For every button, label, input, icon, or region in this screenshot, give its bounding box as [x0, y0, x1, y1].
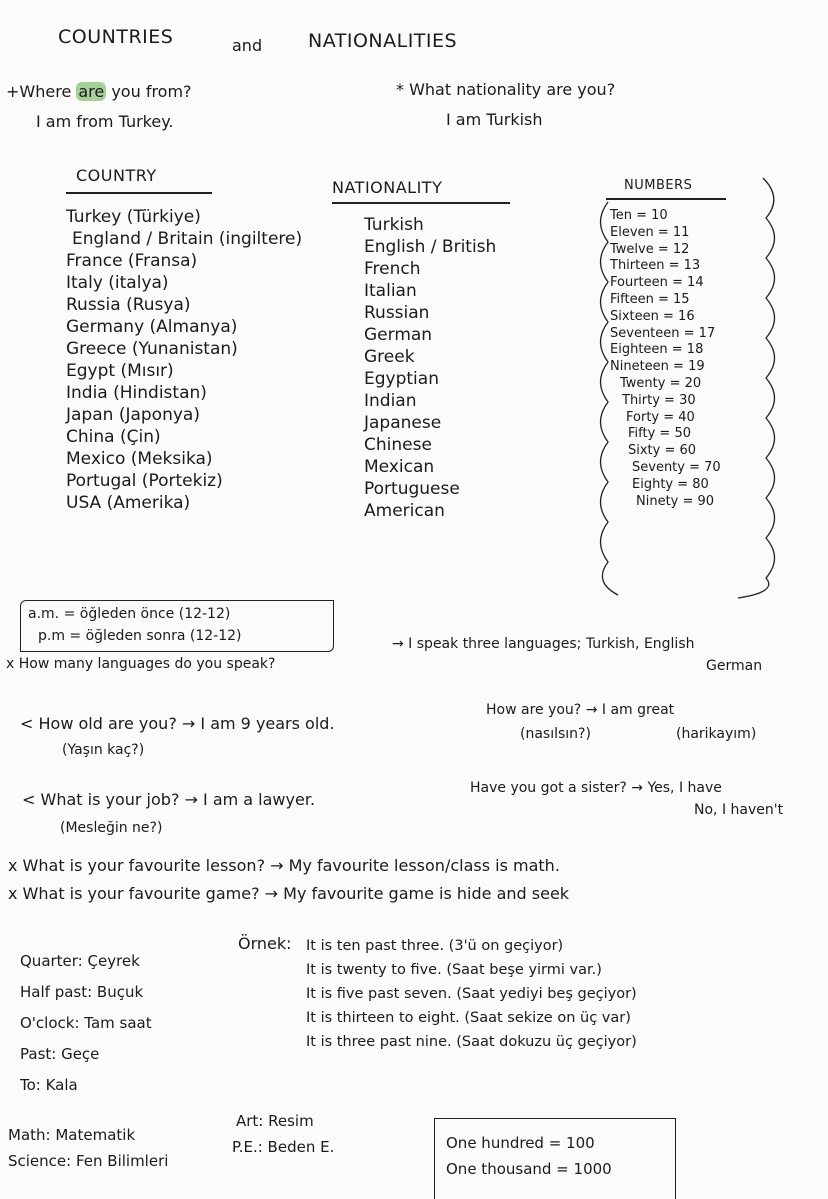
- question-sister: Have you got a sister? → Yes, I have: [470, 780, 722, 796]
- number-item: Eleven = 11: [610, 224, 690, 240]
- answer-sister-no: No, I haven't: [694, 802, 784, 818]
- nationality-item: American: [364, 501, 445, 521]
- country-item: Japan (Japonya): [66, 405, 200, 425]
- answer-turkish: I am Turkish: [446, 110, 543, 129]
- pm-definition: p.m = öğleden sonra (12-12): [38, 628, 242, 644]
- number-item: Ten = 10: [610, 208, 668, 223]
- question-where-suffix: you from?: [106, 82, 192, 101]
- nationality-item: Russian: [364, 303, 430, 323]
- question-favourite-game: x What is your favourite game? → My favourite game is hide and seek: [8, 884, 570, 903]
- question-job: < What is your job? → I am a lawyer.: [22, 790, 316, 809]
- number-item: Eighty = 80: [632, 476, 709, 492]
- answer-languages-german: German: [706, 658, 763, 674]
- time-term-item: Past: Geçe: [20, 1045, 100, 1063]
- nationality-item: Indian: [364, 391, 417, 411]
- country-item: Mexico (Meksika): [66, 449, 213, 469]
- number-item: Thirty = 30: [622, 392, 696, 408]
- question-where-from: [6, 82, 192, 101]
- big-number-thousand: One thousand = 1000: [446, 1160, 612, 1178]
- number-item: Sixty = 60: [628, 443, 697, 459]
- number-item: Nineteen = 19: [610, 359, 705, 375]
- header-nationality: NATIONALITY: [332, 178, 443, 197]
- number-item: Thirteen = 13: [610, 258, 701, 274]
- highlighted-word-are: are: [78, 82, 105, 101]
- time-term-item: Half past: Buçuk: [20, 983, 144, 1001]
- country-list: [66, 206, 302, 514]
- country-item: USA (Amerika): [66, 493, 191, 513]
- nationality-item: English / British: [364, 237, 497, 257]
- number-item: Fifty = 50: [628, 426, 691, 442]
- nationality-item: Chinese: [364, 435, 432, 455]
- time-example-item: It is twenty to five. (Saat beşe yirmi var.): [306, 962, 602, 978]
- subject-math: Math: Matematik: [8, 1126, 136, 1144]
- nationality-item: Egyptian: [364, 369, 439, 389]
- underline-nationality: [332, 202, 510, 204]
- answer-languages: → I speak three languages; Turkish, English: [392, 636, 695, 652]
- number-item: Sixteen = 16: [610, 308, 695, 324]
- question-where-prefix: +Where: [6, 82, 77, 101]
- nationality-item: Turkish: [364, 215, 424, 235]
- country-item: Egypt (Mısır): [66, 361, 174, 381]
- question-languages: x How many languages do you speak?: [6, 656, 276, 672]
- number-item: Ninety = 90: [636, 493, 715, 509]
- time-example-item: It is three past nine. (Saat dokuzu üç geçiyor): [306, 1034, 637, 1050]
- title-countries: COUNTRIES: [58, 26, 174, 48]
- time-term-item: O'clock: Tam saat: [20, 1014, 152, 1032]
- big-number-hundred: One hundred = 100: [446, 1134, 595, 1152]
- number-item: Twelve = 12: [610, 241, 690, 257]
- nationality-item: Japanese: [364, 413, 442, 433]
- country-item: France (Fransa): [66, 251, 198, 271]
- country-item: Portugal (Portekiz): [66, 471, 223, 491]
- question-favourite-lesson: x What is your favourite lesson? → My favourite lesson/class is math.: [8, 856, 560, 875]
- header-country: COUNTRY: [76, 166, 157, 185]
- am-definition: a.m. = öğleden önce (12-12): [28, 606, 231, 622]
- title-and: and: [232, 36, 263, 55]
- how-are-you-translation: (nasılsın?): [520, 726, 591, 742]
- country-item: China (Çin): [66, 427, 161, 447]
- nationality-item: French: [364, 259, 421, 279]
- country-item: Turkey (Türkiye): [66, 207, 201, 227]
- time-term-item: Quarter: Çeyrek: [20, 952, 140, 970]
- underline-country: [66, 192, 212, 194]
- numbers-list: [610, 208, 721, 510]
- age-translation: (Yaşın kaç?): [62, 742, 145, 758]
- subject-pe: P.E.: Beden E.: [232, 1138, 335, 1156]
- country-item: England / Britain (ingiltere): [72, 229, 303, 249]
- number-item: Seventy = 70: [632, 459, 721, 475]
- number-item: Fourteen = 14: [610, 275, 704, 291]
- subject-art: Art: Resim: [236, 1112, 314, 1130]
- time-example-item: It is five past seven. (Saat yediyi beş geçiyor): [306, 986, 637, 1002]
- nationality-item: Portuguese: [364, 479, 460, 499]
- country-item: Greece (Yunanistan): [66, 339, 238, 359]
- country-item: Italy (italya): [66, 273, 169, 293]
- nationality-list: [364, 214, 496, 522]
- question-age: < How old are you? → I am 9 years old.: [20, 714, 335, 733]
- nationality-item: German: [364, 325, 433, 345]
- subject-science: Science: Fen Bilimleri: [8, 1152, 169, 1170]
- title-nationalities: NATIONALITIES: [308, 30, 458, 52]
- question-how-are-you: How are you? → I am great: [486, 702, 675, 718]
- job-translation: (Mesleğin ne?): [60, 820, 163, 836]
- country-item: India (Hindistan): [66, 383, 207, 403]
- number-item: Fifteen = 15: [610, 291, 690, 307]
- number-item: Eighteen = 18: [610, 342, 704, 358]
- big-numbers-box: [434, 1118, 676, 1199]
- examples-label: Örnek:: [238, 934, 292, 953]
- country-item: Russia (Rusya): [66, 295, 191, 315]
- nationality-item: Mexican: [364, 457, 435, 477]
- number-item: Seventeen = 17: [610, 325, 716, 341]
- time-example-item: It is thirteen to eight. (Saat sekize on üç var): [306, 1010, 631, 1026]
- time-terms-list: [20, 946, 152, 1101]
- time-examples-list: [306, 934, 637, 1054]
- header-numbers: NUMBERS: [624, 178, 693, 193]
- nationality-item: Italian: [364, 281, 417, 301]
- country-item: Germany (Almanya): [66, 317, 238, 337]
- number-item: Forty = 40: [626, 409, 695, 425]
- number-item: Twenty = 20: [620, 375, 702, 391]
- time-example-item: It is ten past three. (3'ü on geçiyor): [306, 938, 564, 954]
- nationality-item: Greek: [364, 347, 415, 367]
- question-nationality: * What nationality are you?: [396, 80, 616, 99]
- great-translation: (harikayım): [676, 726, 757, 742]
- answer-from-turkey: I am from Turkey.: [36, 112, 174, 131]
- time-term-item: To: Kala: [20, 1076, 78, 1094]
